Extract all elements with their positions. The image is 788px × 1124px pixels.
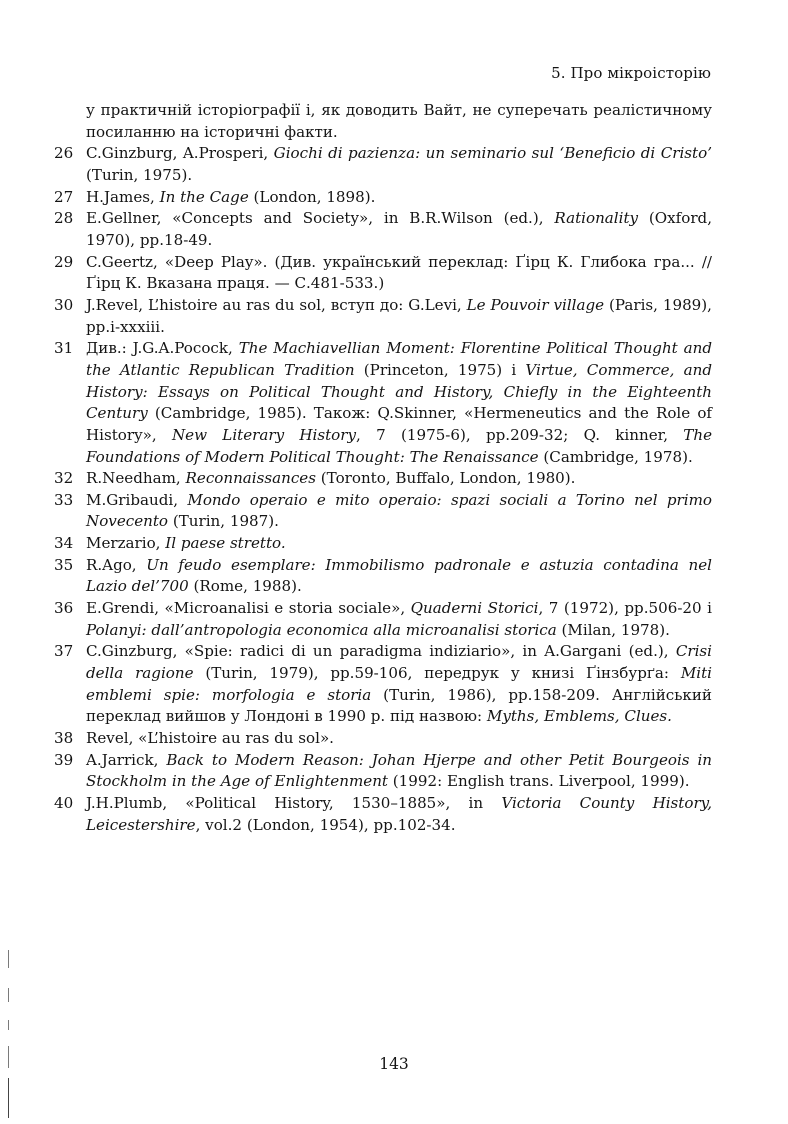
note-text: (Toronto, Buffalo, London, 1980). xyxy=(315,469,576,488)
note-text: A.Jarrick, xyxy=(86,750,167,769)
endnote-29 xyxy=(54,252,712,295)
note-italic-title: Polanyi: dall’antropologia economica alla microanalisi storica xyxy=(86,620,557,639)
endnote-32 xyxy=(54,468,712,490)
note-text: J.Revel, L’histoire au ras du sol, вступ до: G.Levi, xyxy=(86,295,467,314)
endnote-number: 35 xyxy=(54,555,74,574)
note-italic-title: In the Cage xyxy=(159,187,249,206)
endnote-27 xyxy=(54,187,712,209)
endnote-number: 32 xyxy=(54,469,74,488)
endnote-number: 36 xyxy=(54,599,74,618)
note-italic-title: Reconnaissances xyxy=(185,469,316,488)
endnote-number: 33 xyxy=(54,490,74,509)
note-text: у практичній історіографії і, як доводить Вайт, не суперечать реалістичному посиланню на історичні факти. xyxy=(86,101,712,141)
endnote-31 xyxy=(54,338,712,468)
endnote-number: 38 xyxy=(54,729,74,748)
note-text: J.H.Plumb, «Political History, 1530–1885», in xyxy=(86,794,502,812)
endnote-30 xyxy=(54,295,712,338)
endnote-39 xyxy=(54,750,712,793)
note-text: (Turin, 1987). xyxy=(168,512,279,531)
note-text: E.Gellner, «Concepts and Society», in B.R.Wilson (ed.), xyxy=(86,209,555,228)
note-italic-title: Giochi di pazienza: un seminario sul ‘Beneficio di Cristo’ xyxy=(273,144,712,163)
endnotes-list xyxy=(54,100,712,836)
page-number: 143 xyxy=(379,1055,409,1073)
note-italic-title: Rationality xyxy=(554,209,639,228)
endnote-number: 31 xyxy=(54,339,74,358)
endnote-number: 30 xyxy=(54,295,74,314)
note-text: (Rome, 1988). xyxy=(188,577,302,596)
note-text: (Turin, 1979), pp.59-106, передрук у книзі Ґінзбурґа: xyxy=(193,664,681,683)
endnote-28 xyxy=(54,208,712,251)
note-italic-title: Back to Modern Reason: Johan Hjerpe and other Petit Bourgeois in Stockholm in the Age of Enlightenment xyxy=(86,750,713,791)
note-text: (Turin, 1975). xyxy=(86,165,193,184)
endnote-number: 26 xyxy=(54,144,74,163)
endnote-35 xyxy=(54,555,712,598)
running-header: 5. Про мікроісторію xyxy=(551,64,711,82)
note-text: (London, 1898). xyxy=(248,187,376,206)
note-italic-title: New Literary History xyxy=(171,425,357,444)
note-italic-title: The Foundations of Modern Political Thought: The Renaissance xyxy=(86,425,713,466)
note-text: M.Gribaudi, xyxy=(86,490,188,509)
note-text: (Turin, 1986), pp.158-209. Англійський переклад вийшов у Лондоні в 1990 р. під назвою: xyxy=(86,685,712,726)
endnote-number: 37 xyxy=(54,642,74,661)
note-italic-title: Il paese stretto. xyxy=(165,534,286,553)
note-italic-title: Miti emblemi spie: morfologia e storia xyxy=(86,664,712,704)
endnote-38 xyxy=(54,728,712,750)
note-text: (Cambridge, 1978). xyxy=(538,447,693,466)
note-text: (Paris, 1989), pp.i-xxxiii. xyxy=(86,295,712,336)
note-text: C.Geertz, «Deep Play». (Див. український переклад: Ґірц К. Глибока гра... // Ґірц К. Вказана праця. — С.481-533.) xyxy=(86,252,712,293)
note-italic-title: Quaderni Storici xyxy=(410,599,539,618)
endnote-number: 39 xyxy=(54,750,74,769)
endnote-34 xyxy=(54,533,712,555)
endnote-37 xyxy=(54,641,712,728)
note-text: C.Ginzburg, A.Prosperi, xyxy=(86,144,274,163)
note-text: R.Ago, xyxy=(86,555,147,574)
note-italic-title: Le Pouvoir village xyxy=(466,295,605,314)
note-italic-title: Crisi della ragione xyxy=(86,642,712,683)
note-text: Revel, «L’histoire au ras du sol». xyxy=(86,729,334,748)
note-italic-title: Un feudo esemplare: Immobilismo padronale e astuzia contadina nel Lazio del’700 xyxy=(86,555,712,596)
note-italic-title: The Machiavellian Moment: Florentine Political Thought and the Atlantic Republican Tradition xyxy=(86,339,712,379)
endnote-33 xyxy=(54,490,712,533)
endnote-number: 29 xyxy=(54,252,74,271)
note-text: (Cambridge, 1985). Також: Q.Skinner, «Hermeneutics and the Role of History», xyxy=(86,404,712,444)
note-text: (Milan, 1978). xyxy=(556,620,670,639)
scan-margin-marks xyxy=(8,950,12,1118)
note-italic-title: Virtue, Commerce, and History: Essays on Political Thought and History, Chiefly in the Eighteenth Century xyxy=(86,360,712,423)
note-text: (1992: English trans. Liverpool, 1999). xyxy=(388,772,690,791)
note-text: (Princeton, 1975) і xyxy=(354,360,526,379)
note-text: , vol.2 (London, 1954), pp.102-34. xyxy=(195,815,456,834)
note-text: H.James, xyxy=(86,187,160,206)
endnote-number: 28 xyxy=(54,209,74,228)
note-text: Див.: J.G.A.Pocock, xyxy=(86,339,239,358)
note-text: , 7 (1975-6), pp.209-32; Q. kinner, xyxy=(356,425,684,444)
endnote-36 xyxy=(54,598,712,641)
note-italic-title: Myths, Emblems, Clues. xyxy=(486,707,672,726)
note-italic-title: Victoria County History, Leicestershire xyxy=(86,794,712,834)
note-text: (Oxford, 1970), pp.18-49. xyxy=(86,209,712,249)
endnote-number: 40 xyxy=(54,794,74,812)
endnote-26 xyxy=(54,143,712,186)
note-italic-title: Mondo operaio e mito operaio: spazi sociali a Torino nel primo Novecento xyxy=(86,490,712,531)
note-text: R.Needham, xyxy=(86,469,186,488)
note-text: , 7 (1972), pp.506-20 і xyxy=(538,599,712,618)
note-text: C.Ginzburg, «Spie: radici di un paradigma indiziario», in A.Gargani (ed.), xyxy=(86,642,676,661)
endnote-number: 27 xyxy=(54,187,74,206)
endnote-number: 34 xyxy=(54,534,74,553)
note-text: E.Grendi, «Microanalisi e storia sociale», xyxy=(86,599,411,618)
continuation-paragraph xyxy=(54,100,712,143)
endnote-40 xyxy=(54,793,712,836)
note-text: Merzario, xyxy=(86,534,166,553)
